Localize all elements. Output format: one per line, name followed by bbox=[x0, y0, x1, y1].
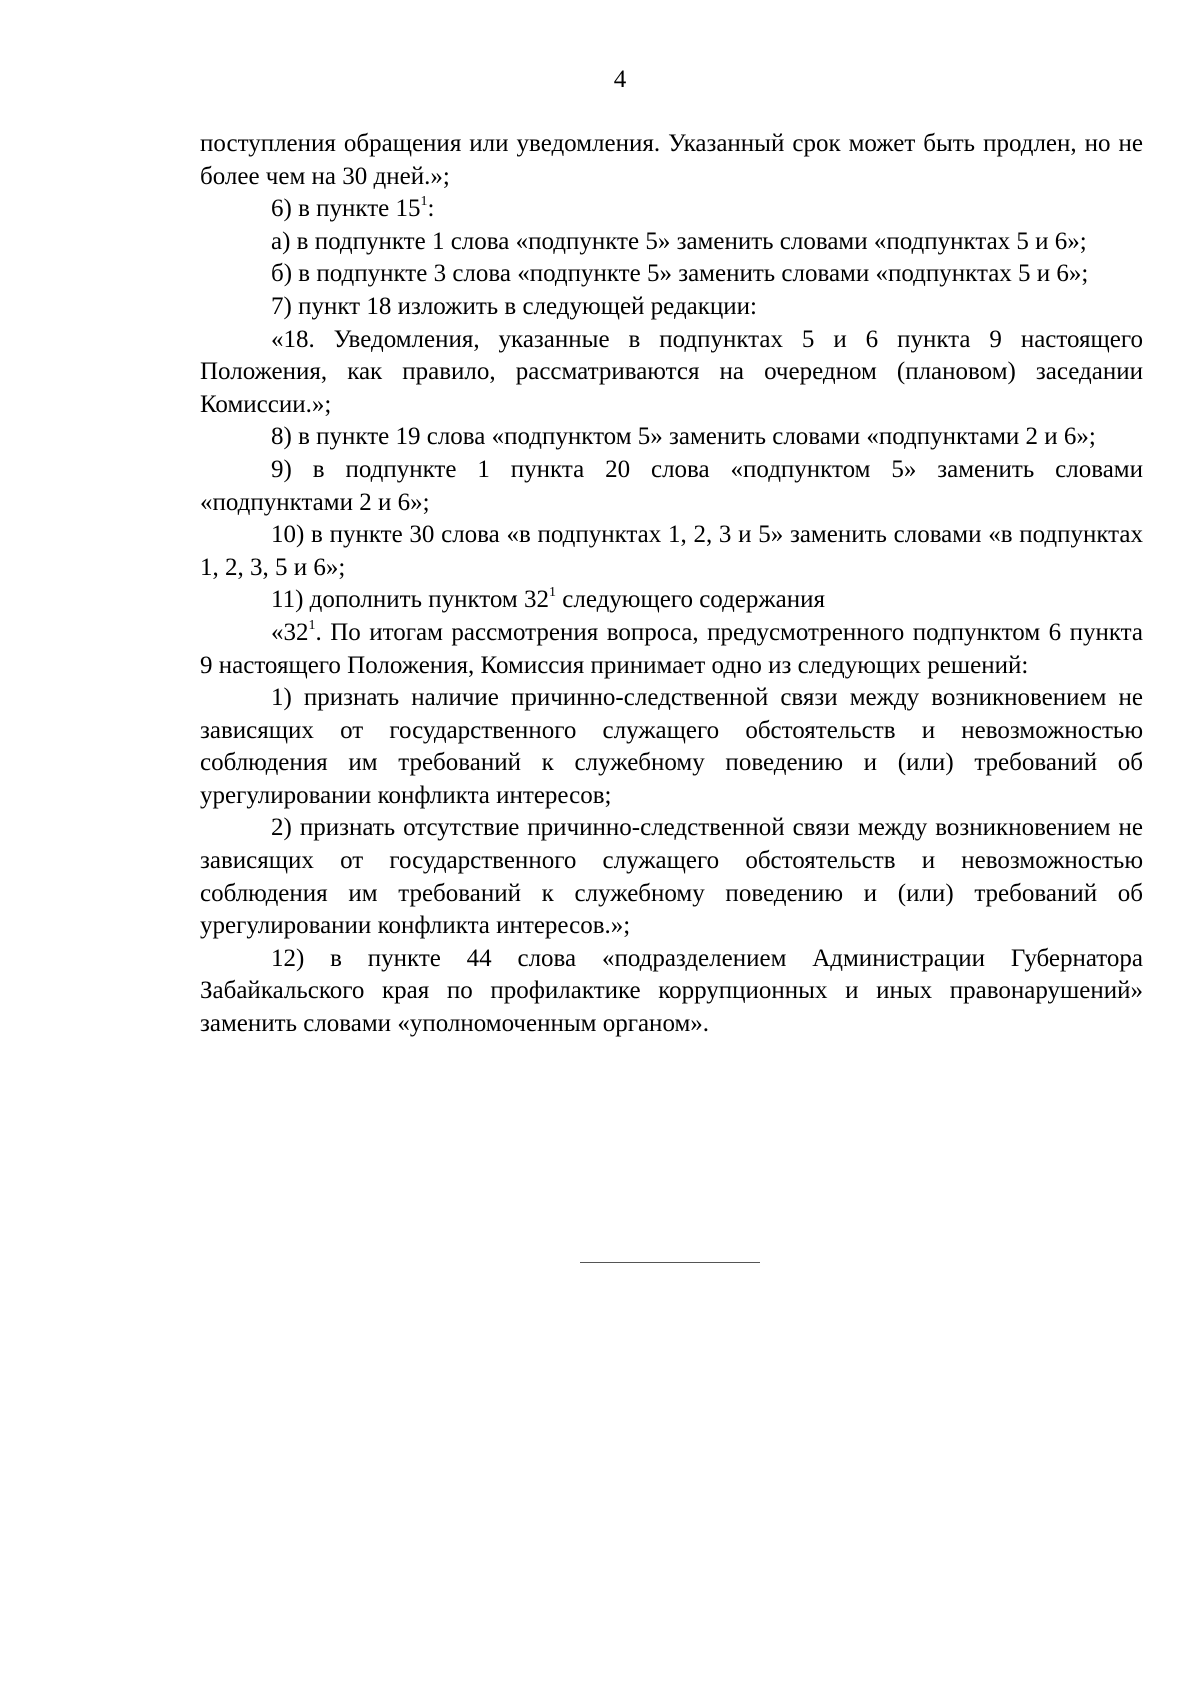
paragraph bbox=[200, 258, 1143, 291]
superscript: 1 bbox=[308, 617, 316, 633]
paragraph-text: 10) в пункте 30 слова «в подпунктах 1, 2, 3 и 5» заменить словами «в подпунктах 1, 2, 3, 5 и 6»; bbox=[200, 521, 1143, 581]
paragraph bbox=[200, 584, 1143, 617]
end-divider bbox=[580, 1262, 760, 1263]
paragraph bbox=[200, 226, 1143, 259]
paragraph-text: 1) признать наличие причинно-следственной связи между возникновением не зависящих от государственного служащего обстоятельств и невозможностью соблюдения им требований к служебному поведению и (или) требований об урегулировании конфликта интересов; bbox=[200, 684, 1143, 809]
paragraph-text: 2) признать отсутствие причинно-следственной связи между возникновением не зависящих от государственного служащего обстоятельств и невозможностью соблюдения им требований к служебному поведению и (или) требований об урегулировании конфликта интересов.»; bbox=[200, 814, 1143, 940]
paragraph bbox=[200, 682, 1143, 812]
paragraph-text: б) в подпункте 3 слова «подпункте 5» заменить словами «подпунктах 5 и 6»; bbox=[271, 260, 1089, 288]
superscript: 1 bbox=[420, 194, 428, 210]
paragraph bbox=[200, 193, 1143, 226]
paragraph-text: а) в подпункте 1 слова «подпункте 5» заменить словами «подпунктах 5 и 6»; bbox=[271, 227, 1087, 255]
page-number: 4 bbox=[613, 66, 627, 93]
paragraph bbox=[200, 943, 1143, 1041]
paragraph-text: поступления обращения или уведомления. Указанный срок может быть продлен, но не более чем на 30 дней.»; bbox=[200, 130, 1143, 190]
paragraph-text-tail: . По итогам рассмотрения вопроса, предусмотренного подпунктом 6 пункта 9 настоящего Положения, Комиссия принимает одно из следующих решений: bbox=[200, 618, 1143, 679]
superscript: 1 bbox=[549, 585, 556, 601]
paragraph-text: 8) в пункте 19 слова «подпунктом 5» заменить словами «подпунктами 2 и 6»; bbox=[271, 423, 1096, 451]
paragraph-text: 6) в пункте 15 bbox=[271, 195, 421, 223]
paragraph bbox=[200, 454, 1143, 519]
paragraph-text: 11) дополнить пунктом 32 bbox=[271, 586, 549, 614]
paragraph bbox=[200, 519, 1143, 584]
paragraph-text: «32 bbox=[271, 618, 309, 646]
paragraph bbox=[200, 128, 1143, 193]
paragraph-text: 12) в пункте 44 слова «подразделением Администрации Губернатора Забайкальского края по профилактике коррупционных и иных правонарушений» заменить словами «уполномоченным органом». bbox=[200, 944, 1143, 1038]
paragraph-text: 9) в подпункте 1 пункта 20 слова «подпунктом 5» заменить словами «подпунктами 2 и 6»; bbox=[200, 455, 1143, 516]
document-body bbox=[200, 128, 1143, 1041]
paragraph bbox=[200, 617, 1143, 682]
paragraph bbox=[200, 812, 1143, 942]
paragraph bbox=[200, 324, 1143, 422]
paragraph-text: «18. Уведомления, указанные в подпунктах 5 и 6 пункта 9 настоящего Положения, как правило, рассматриваются на очередном (плановом) заседании Комиссии.»; bbox=[200, 325, 1143, 418]
paragraph bbox=[200, 421, 1143, 454]
paragraph bbox=[200, 291, 1143, 324]
paragraph-text-tail: следующего содержания bbox=[556, 586, 826, 614]
paragraph-text: 7) пункт 18 изложить в следующей редакции: bbox=[271, 292, 757, 320]
paragraph-text-tail: : bbox=[427, 195, 435, 223]
